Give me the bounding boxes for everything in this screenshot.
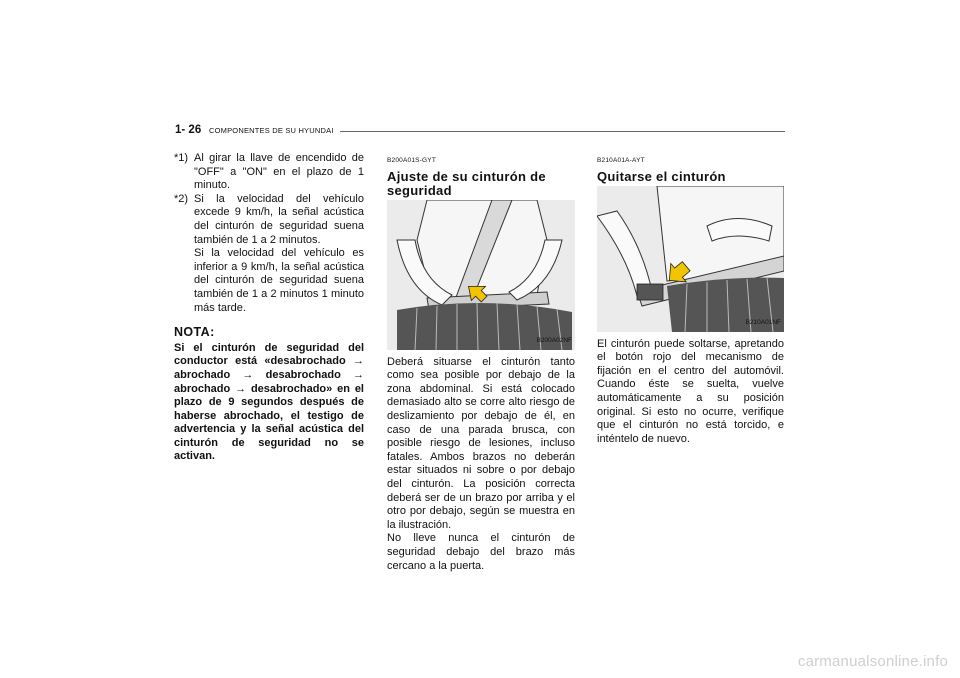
seatbelt-adjust-drawing [387, 200, 575, 350]
section-body: Deberá situarse el cinturón tanto como sea posible por debajo de la zona abdominal. Si está colocado demasiado alto se corre alto riesgo de deslizamiento por debajo de él, en caso de una parada brusca, con posible riesgo de lesiones, incluso fatales. Ambos brazos no deberán estar situados ni sobre o por debajo del cinturón. La posición correcta deberá ser de un brazo por arriba y el otro por debajo, según se muestra en la ilustración. No lleve nunca el cinturón de seguridad debajo del brazo más cercano a la puerta. [387, 355, 575, 572]
remove-section [597, 154, 784, 446]
footnote-mark: *2) [174, 192, 189, 205]
section-name: COMPONENTES DE SU HYUNDAI [209, 126, 334, 135]
footnote-text: Si la velocidad del vehículo excede 9 km/h, la señal acústica del cinturón de seguridad suena también de 1 a 2 minutos. [194, 192, 364, 246]
footnote-text: Si la velocidad del vehículo es inferior a 9 km/h, la señal acústica del cinturón de seguridad suena también de 1 a 2 minutos 1 minuto más tarde. [194, 247, 364, 314]
left-column [174, 152, 364, 464]
footnote-mark: *1) [174, 152, 189, 164]
footnote-2 [174, 193, 364, 315]
seatbelt-adjust-illustration [387, 200, 575, 350]
page-header [175, 124, 785, 138]
figure-code: B210A01NF [745, 319, 781, 326]
section-title: Ajuste de su cinturón de seguridad [387, 168, 546, 198]
section-title: Quitarse el cinturón [597, 168, 726, 184]
buckle [637, 284, 663, 300]
seatbelt-release-illustration [597, 186, 784, 332]
footnote-1 [174, 152, 364, 193]
footnote-text: Al girar la llave de encendido de "OFF" a "ON" en el plazo de 1 minuto. [194, 152, 364, 192]
section-body: El cinturón puede soltarse, apretando el botón rojo del mecanismo de fijación en el centro del automóvil. Cuando éste se suelta, vuelve automáticamente a su posición original. Si esto no ocurre, verifique que el cinturón no está torcido, e inténtelo de nuevo. [597, 337, 784, 445]
seatbelt-release-drawing [597, 186, 784, 332]
note-body: Si el cinturón de seguridad del conductor está «desabrochado → abrochado → desabrochado → abrochado → desabrochado» en el plazo de 9 segundos después de haberse abrochado, el testigo de advertencia y la señal acústica del cinturón de seguridad no se activan. [174, 341, 364, 463]
page-number: 1- 26 [175, 124, 202, 136]
section-code: B210A01A-AYT [597, 157, 645, 164]
adjust-section [387, 154, 575, 573]
header-rule [340, 131, 785, 132]
section-code: B200A01S-GYT [387, 157, 437, 164]
note-title: NOTA: [174, 325, 215, 340]
figure-code: B200A02NF [536, 337, 572, 344]
watermark: carmanualsonline.info [797, 653, 948, 670]
